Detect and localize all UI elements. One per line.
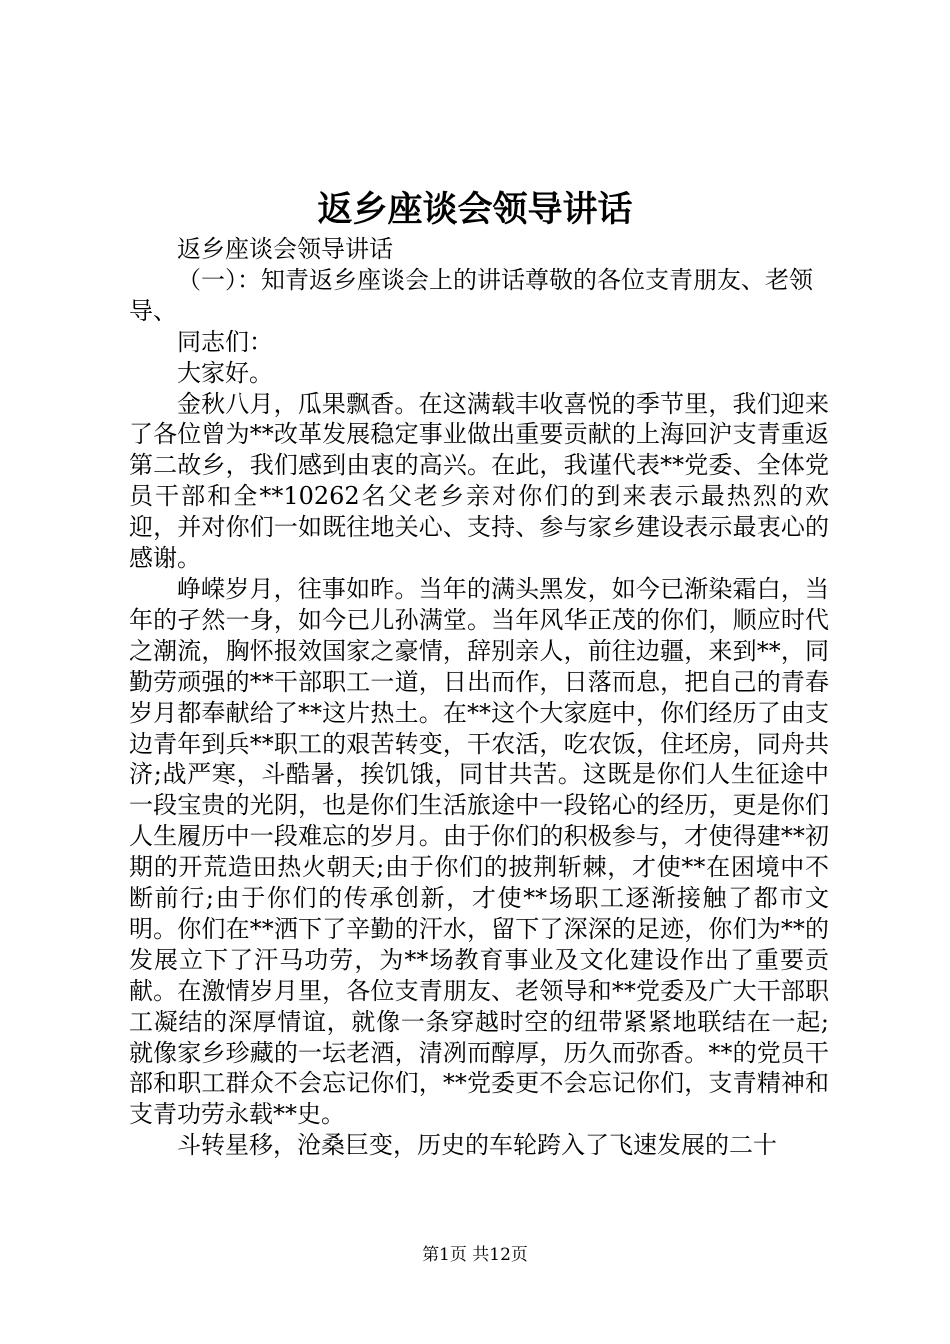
page-number-footer: 第1页 共12页 <box>422 1245 528 1265</box>
paragraph-memories: 峥嵘岁月，往事如昨。当年的满头黑发，如今已渐染霜白，当年的孑然一身，如今已儿孙满堂。当年风华正茂的你们，顺应时代之潮流，胸怀报效国家之豪情，辞别亲人，前往边疆，来到**，同勤劳顽强的**干部职工一道，日出而作，日落而息，把自己的青春岁月都奉献给了**这片热土。在**这个大家庭中，你们经历了由支边青年到兵**职工的艰苦转变，干农活，吃农饭，住坯房，同舟共济;战严寒，斗酷暑，挨饥饿，同甘共苦。这既是你们人生征途中一段宝贵的光阴，也是你们生活旅途中一段铭心的经历，更是你们人生履历中一段难忘的岁月。由于你们的积极参与，才使得建**初期的开荒造田热火朝天;由于你们的披荆斩棘，才使**在困境中不断前行;由于你们的传承创新，才使**场职工逐渐接触了都市文明。你们在**洒下了辛勤的汗水，留下了深深的足迹，你们为**的发展立下了汗马功劳，为**场教育事业及文化建设作出了重要贡献。在激情岁月里，各位支青朋友、老领导和**党委及广大干部职工凝结的深厚情谊，就像一条穿越时空的纽带紧紧地联结在一起;就像家乡珍藏的一坛老酒，清冽而醇厚，历久而弥香。**的党员干部和职工群众不会忘记你们，**党委更不会忘记你们，支青精神和支青功劳永载**史。 <box>129 574 829 1129</box>
document-title: 返乡座谈会领导讲话 <box>317 189 633 230</box>
paragraph-heading: 返乡座谈会领导讲话 <box>177 235 393 263</box>
paragraph-welcome: 金秋八月，瓜果飘香。在这满载丰收喜悦的季节里，我们迎来了各位曾为**改革发展稳定事业做出重要贡献的上海回沪支青重返第二故乡，我们感到由衷的高兴。在此，我谨代表**党委、全体党员干部和全**10262名父老乡亲对你们的到来表示最热烈的欢迎，并对你们一如既往地关心、支持、参与家乡建设表示最衷心的感谢。 <box>129 389 829 573</box>
document-body <box>129 234 829 1161</box>
paragraph-salutation: （一）：知青返乡座谈会上的讲话尊敬的各位支青朋友、老领导、 <box>129 265 813 325</box>
paragraph-comrades: 同志们： <box>177 327 273 356</box>
paragraph-greeting: 大家好。 <box>177 358 273 387</box>
paragraph-change: 斗转星移，沧桑巨变，历史的车轮跨入了飞速发展的二十 <box>177 1131 777 1160</box>
